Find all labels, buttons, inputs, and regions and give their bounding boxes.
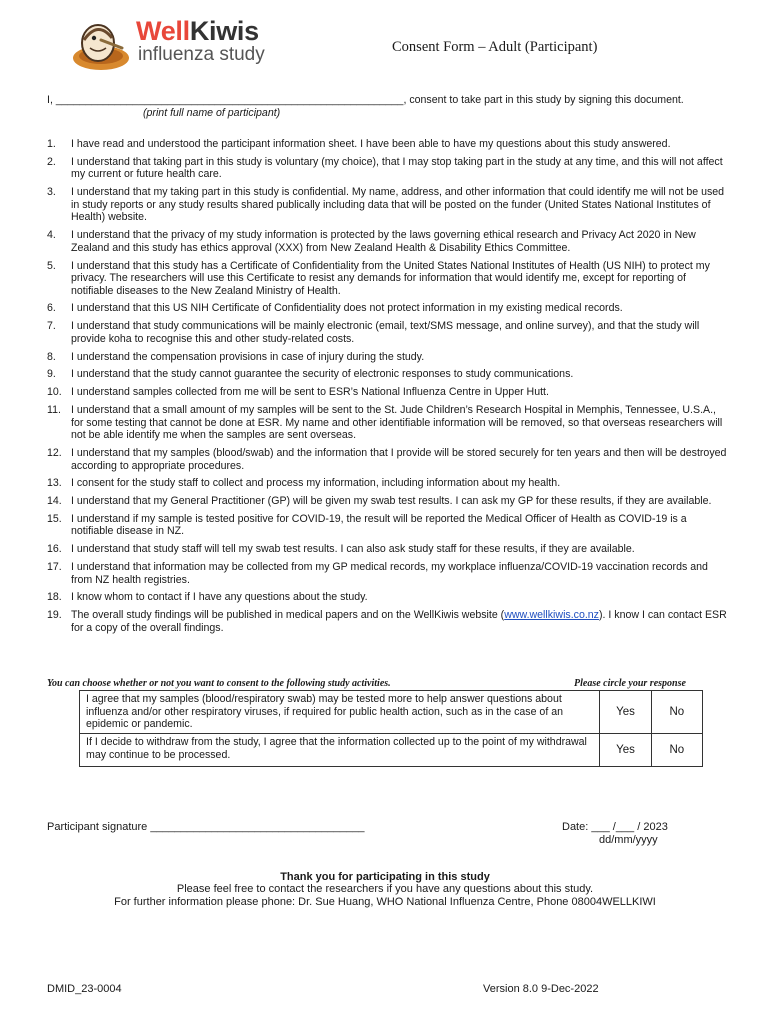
consent-statement-3 xyxy=(47,186,727,224)
statement-text: I consent for the study staff to collect and process my information, including information about my health. xyxy=(71,477,561,490)
statement-number: 4. xyxy=(47,229,56,242)
contact-line-2: For further information please phone: Dr. Sue Huang, WHO National Influenza Centre, Phone 08004WELLKIWI xyxy=(114,896,656,908)
statement-number: 16. xyxy=(47,543,62,556)
statement-text: I understand samples collected from me will be sent to ESR’s National Influenza Centre in Upper Hutt. xyxy=(71,386,549,399)
thank-you-heading: Thank you for participating in this study xyxy=(280,871,490,883)
statement-number: 5. xyxy=(47,259,56,272)
statement-text: I understand that study staff will tell my swab test results. I can also ask study staff for these results, if they are available. xyxy=(71,543,635,556)
statement-number: 12. xyxy=(47,446,62,459)
statement-text: I understand that my General Practitioner (GP) will be given my swab test results. I can ask my GP for these results, if they are available. xyxy=(71,495,712,508)
consent-statement-2 xyxy=(47,156,727,181)
statement-number: 11. xyxy=(47,403,61,416)
date-field[interactable]: Date: ___ /___ / 2023 xyxy=(562,821,668,833)
statement-number: 17. xyxy=(47,561,62,574)
consent-statement-13 xyxy=(47,477,727,490)
consent-statement-10 xyxy=(47,386,727,399)
statement-number: 9. xyxy=(47,368,56,381)
consent-statement-15 xyxy=(47,513,727,538)
statement-text: I understand that my taking part in this study is confidential. My name, address, and other information that could identify me will not be used in study reports or any study results shared publically including data that will be posted on the funder (United States National Institutes of Health) website. xyxy=(71,186,725,224)
optional-consent-table xyxy=(79,690,703,767)
statement-number: 14. xyxy=(47,495,62,508)
statement-number: 6. xyxy=(47,302,56,315)
participant-signature-line[interactable]: Participant signature ___________________________________ xyxy=(47,821,365,833)
consent-statement-16 xyxy=(47,543,727,556)
statement-text-after: ). I know I can contact ESR for a copy of the overall findings. xyxy=(71,609,727,634)
statement-text: I understand that a small amount of my samples will be sent to the St. Jude Children’s Research Hospital in Memphis, Tennessee, U.S.A., for some testing that cannot be done at ESR. My name and other identifiable information will be removed, so that overseas researchers will not be able identify me when the samples are sent overseas. xyxy=(71,403,723,442)
statement-number: 1. xyxy=(47,138,56,150)
statement-text: I understand the compensation provisions in case of injury during the study. xyxy=(71,350,425,363)
statement-text: I understand that information may be collected from my GP medical records, my workplace influenza/COVID-19 vaccination records and from NZ health registries. xyxy=(71,561,708,586)
form-title: Consent Form – Adult (Participant) xyxy=(392,39,598,55)
statement-number: 18. xyxy=(47,591,62,604)
statement-text: I understand that this study has a Certificate of Confidentiality from the United States National Institutes of Health (US NIH) to protect my privacy. The researchers will use this Certificate to resist any demands for information that would identify me, except for reporting of notifiable diseases to the New Zealand Ministry of Health. xyxy=(71,259,710,297)
optional-consent-question: If I decide to withdraw from the study, I agree that the information collected up to the point of my withdrawal may continue to be processed. xyxy=(80,734,600,767)
statement-text: I understand that the study cannot guarantee the security of electronic responses to study communications. xyxy=(71,368,574,381)
statement-text xyxy=(71,609,727,634)
statement-text: I understand that my samples (blood/swab) and the information that I provide will be stored securely for ten years and then will be destroyed according to appropriate procedures. xyxy=(71,446,727,472)
statement-number: 2. xyxy=(47,155,56,168)
wellkiwis-logo xyxy=(70,18,290,72)
consent-statement-18 xyxy=(47,591,727,604)
logo-kiwis-text: Kiwis xyxy=(189,16,259,46)
statement-text: I have read and understood the participant information sheet. I have been able to have my questions about this study answered. xyxy=(71,138,671,150)
circle-response-heading: Please circle your response xyxy=(574,678,686,689)
consent-statement-14 xyxy=(47,495,727,508)
statement-text-before: The overall study findings will be published in medical papers and on the WellKiwis website ( xyxy=(71,609,505,622)
statement-text: I understand if my sample is tested positive for COVID-19, the result will be reported the Medical Officer of Health as COVID-19 is a notifiable disease in NZ. xyxy=(71,512,687,538)
contact-line-1: Please feel free to contact the researchers if you have any questions about this study. xyxy=(176,883,594,895)
consent-statement-11 xyxy=(47,404,727,442)
statement-number: 10. xyxy=(47,386,62,399)
date-format-hint: dd/mm/yyyy xyxy=(599,834,658,846)
no-option[interactable]: No xyxy=(651,734,702,767)
consent-statement-1 xyxy=(47,138,727,151)
logo-wordmark xyxy=(136,16,259,47)
statement-number: 7. xyxy=(47,320,56,333)
statement-number: 8. xyxy=(47,350,56,363)
participant-name-hint: (print full name of participant) xyxy=(143,107,281,119)
consent-statement-4 xyxy=(47,229,727,254)
statement-text: I understand that this US NIH Certificate of Confidentiality does not protect information in my existing medical records. xyxy=(71,302,623,315)
yes-option[interactable]: Yes xyxy=(600,691,651,734)
statement-number: 15. xyxy=(47,512,62,525)
optional-consent-row xyxy=(80,734,703,767)
consent-statement-5 xyxy=(47,260,727,298)
statement-text: I know whom to contact if I have any questions about the study. xyxy=(71,591,368,604)
participant-name-line: I, ___________________________________________________________, consent to take part in this study by signing this document. xyxy=(47,94,684,106)
statement-text: I understand that study communications will be mainly electronic (email, text/SMS message, and online survey), and that the study will provide koha to recognise this and other study-related costs. xyxy=(71,320,700,345)
document-version: Version 8.0 9-Dec-2022 xyxy=(483,983,599,995)
consent-statement-8 xyxy=(47,351,727,364)
logo-subtitle: influenza study xyxy=(138,44,265,65)
consent-statement-12 xyxy=(47,447,727,472)
optional-consent-question: I agree that my samples (blood/respiratory swab) may be tested more to help answer questions about influenza and/or other respiratory viruses, if required for public health action, such as in the case of an epidemic or pandemic. xyxy=(80,691,600,734)
wellkiwis-website-link[interactable]: www.wellkiwis.co.nz xyxy=(504,609,599,622)
yes-option[interactable]: Yes xyxy=(600,734,651,767)
statement-text: I understand that the privacy of my study information is protected by the laws governing ethical research and Privacy Act 2020 in New Zealand and this study has ethics approval (XXX) from New Zealand Health & Disability Ethics Committee. xyxy=(71,229,696,254)
consent-statement-17 xyxy=(47,561,727,586)
statement-number: 13. xyxy=(47,477,62,490)
no-option[interactable]: No xyxy=(651,691,702,734)
consent-statement-6 xyxy=(47,302,727,315)
logo-well-text: Well xyxy=(136,16,190,46)
kiwi-nest-icon xyxy=(70,18,132,72)
optional-consent-heading: You can choose whether or not you want to consent to the following study activities. xyxy=(47,678,391,689)
consent-statements xyxy=(47,138,727,640)
statement-text: I understand that taking part in this study is voluntary (my choice), that I may stop taking part in the study at any time, and this will not affect my current or future health care. xyxy=(71,155,723,181)
statement-number: 19. xyxy=(47,609,62,622)
consent-statement-7 xyxy=(47,320,727,345)
optional-consent-row xyxy=(80,691,703,734)
statement-number: 3. xyxy=(47,186,56,199)
document-id: DMID_23-0004 xyxy=(47,983,122,995)
consent-statement-9 xyxy=(47,368,727,381)
consent-statement-19 xyxy=(47,609,727,634)
